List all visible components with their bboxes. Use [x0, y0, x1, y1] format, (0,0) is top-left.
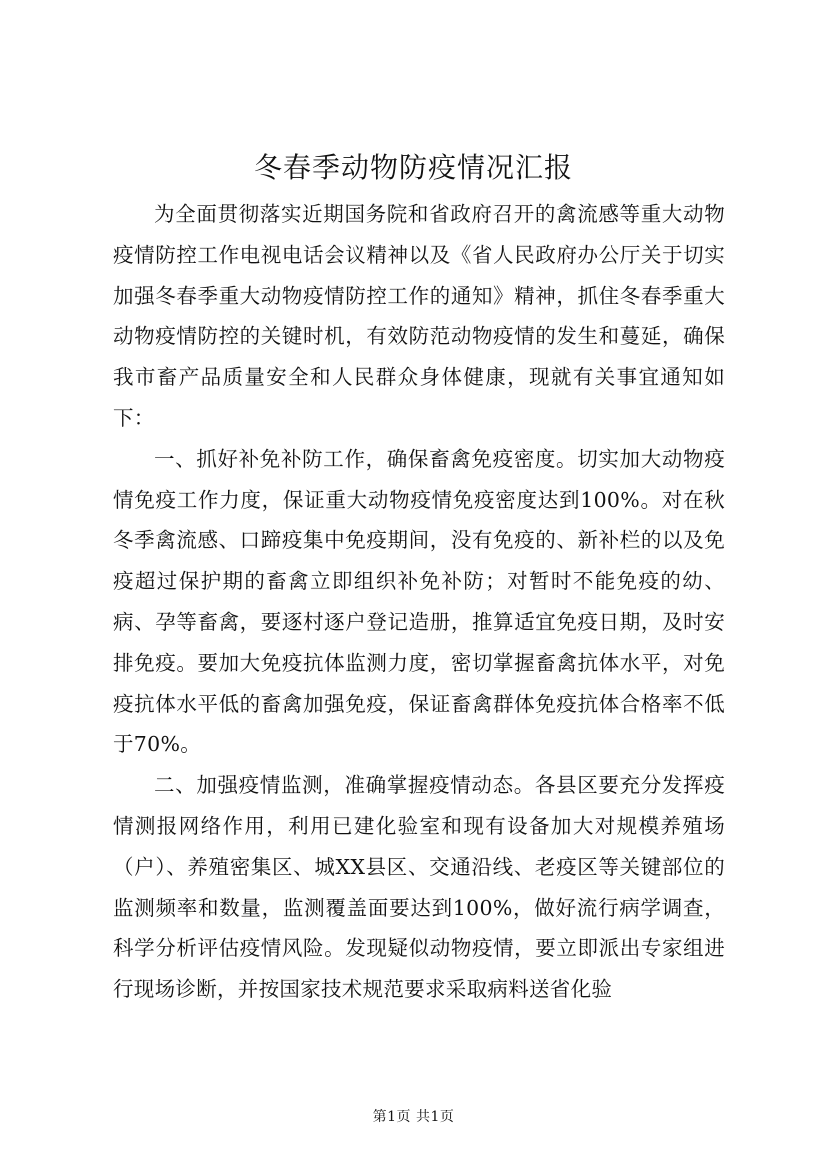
document-body	[113, 194, 725, 1010]
paragraph-section-2: 二、加强疫情监测，准确掌握疫情动态。各县区要充分发挥疫情测报网络作用，利用已建化验室和现有设备加大对规模养殖场（户）、养殖密集区、城XX县区、交通沿线、老疫区等关键部位的监测频率和数量，监测覆盖面要达到100%，做好流行病学调查，科学分析评估疫情风险。发现疑似动物疫情，要立即派出专家组进行现场诊断，并按国家技术规范要求采取病料送省化验	[113, 773, 725, 1002]
paragraph-intro: 为全面贯彻落实近期国务院和省政府召开的禽流感等重大动物疫情防控工作电视电话会议精神以及《省人民政府办公厅关于切实加强冬春季重大动物疫情防控工作的通知》精神，抓住冬春季重大动物疫情防控的关键时机，有效防范动物疫情的发生和蔓延，确保我市畜产品质量安全和人民群众身体健康，现就有关事宜通知如下：	[113, 202, 725, 430]
page-footer: 第1页 共1页	[372, 1109, 455, 1125]
document-title: 冬春季动物防疫情况汇报	[253, 151, 573, 184]
paragraph-section-1: 一、抓好补免补防工作，确保畜禽免疫密度。切实加大动物疫情免疫工作力度，保证重大动物疫情免疫密度达到100%。对在秋冬季禽流感、口蹄疫集中免疫期间，没有免疫的、新补栏的以及免疫超过保护期的畜禽立即组织补免补防；对暂时不能免疫的幼、病、孕等畜禽，要逐村逐户登记造册，推算适宜免疫日期，及时安排免疫。要加大免疫抗体监测力度，密切掌握畜禽抗体水平，对免疫抗体水平低的畜禽加强免疫，保证畜禽群体免疫抗体合格率不低于70%。	[113, 446, 725, 757]
